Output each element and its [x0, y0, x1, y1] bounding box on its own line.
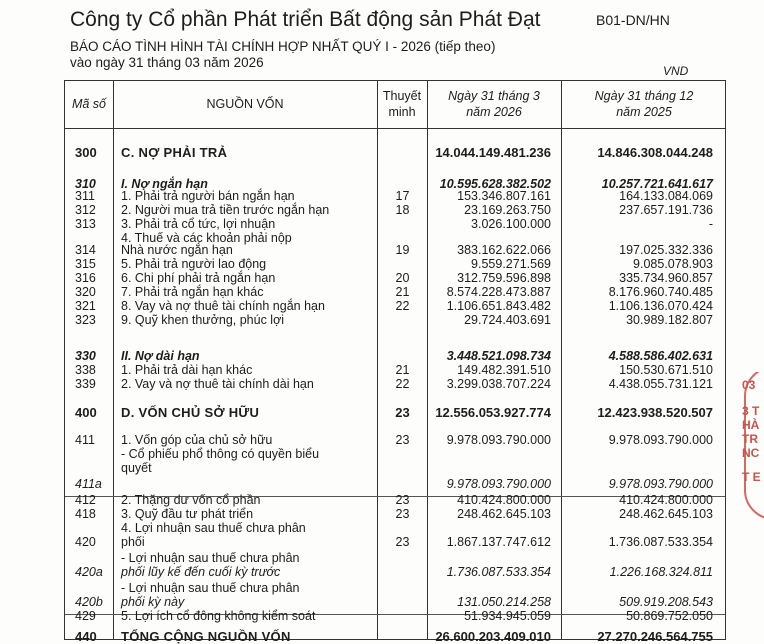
row-value-2025: 50.869.752.050	[626, 609, 713, 623]
table-row	[65, 299, 725, 314]
header-previous-2: năm 2025	[616, 105, 672, 119]
row-code: 315	[75, 257, 96, 271]
row-value-2025: 335.734.960.857	[619, 271, 713, 285]
row-code: 300	[75, 145, 97, 160]
row-name: 2. Vay và nợ thuê tài chính dài hạn	[121, 377, 314, 391]
row-value-2026: 410.424.800.000	[457, 493, 551, 507]
row-name: 6. Chi phí phải trả ngắn hạn	[121, 271, 276, 285]
row-name: - Lợi nhuận sau thuế chưa phân	[121, 551, 300, 565]
row-code: 314	[75, 243, 96, 257]
row-name: 2. Thặng dư vốn cổ phần	[121, 493, 261, 507]
row-code: 339	[75, 377, 96, 391]
row-name: 3. Phải trả cổ tức, lợi nhuận	[121, 217, 276, 231]
table-row	[65, 243, 725, 258]
row-value-2026: 9.978.093.790.000	[446, 433, 551, 447]
row-name: 5. Lợi ích cổ đông không kiểm soát	[121, 609, 316, 623]
row-value-2026: 312.759.596.898	[457, 271, 551, 285]
row-note: 22	[395, 299, 410, 313]
row-value-2026: 3.299.038.707.224	[446, 377, 551, 391]
table-row	[65, 581, 725, 596]
row-value-2025: 1.226.168.324.811	[609, 565, 713, 579]
table-row	[65, 145, 725, 160]
header-name: NGUỒN VỐN	[206, 97, 284, 111]
header-code: Mã số	[71, 97, 107, 111]
row-value-2025: 1.106.136.070.424	[608, 299, 713, 313]
row-value-2025: 14.846.308.044.248	[597, 145, 713, 160]
table-row	[65, 313, 725, 328]
table-row	[65, 377, 725, 392]
row-name: - Lợi nhuận sau thuế chưa phân	[121, 581, 300, 595]
header-note-2: minh	[388, 105, 416, 119]
row-note: 19	[395, 243, 410, 257]
row-code: 310	[75, 177, 96, 191]
row-value-2026: 23.169.263.750	[464, 203, 551, 217]
row-code: 313	[75, 217, 96, 231]
currency-unit: VND	[663, 64, 689, 78]
row-value-2026: 1.106.651.843.482	[446, 299, 551, 313]
row-name: 1. Phải trả dài hạn khác	[121, 363, 253, 377]
row-value-2026: 153.346.807.161	[457, 189, 551, 203]
header-current-2: năm 2026	[466, 105, 522, 119]
table-row	[65, 217, 725, 232]
row-value-2026: 10.595.628.382.502	[439, 177, 551, 191]
row-value-2025: 150.530.671.510	[619, 363, 713, 377]
row-name: 5. Phải trả người lao động	[121, 257, 267, 271]
form-code: B01-DN/HN	[596, 12, 670, 28]
balance-sheet-table	[64, 80, 726, 644]
row-name: phối	[121, 535, 145, 549]
table-row	[65, 189, 725, 204]
row-note: 23	[395, 433, 410, 447]
header-previous-1: Ngày 31 tháng 12	[594, 89, 694, 103]
row-code: 330	[75, 349, 96, 363]
row-code: 420b	[75, 595, 103, 609]
row-value-2025: 248.462.645.103	[619, 507, 713, 521]
row-code: 412	[75, 493, 96, 507]
table-row	[65, 349, 725, 364]
row-value-2026: 9.978.093.790.000	[446, 477, 551, 491]
row-name: 1. Vốn góp của chủ sở hữu	[121, 433, 273, 447]
row-code: 400	[75, 405, 97, 420]
row-name: - Cổ phiếu phổ thông có quyền biểu	[121, 447, 320, 461]
row-note: 20	[395, 271, 410, 285]
row-note: 21	[395, 285, 410, 299]
row-code: 420	[75, 535, 96, 549]
row-code: 316	[75, 271, 96, 285]
row-name: II. Nợ dài hạn	[121, 349, 200, 363]
row-code: 321	[75, 299, 96, 313]
red-stamp-fragment: 03 3 T HÀ TR NC T E	[738, 372, 764, 522]
company-name: Công ty Cổ phần Phát triển Bất động sản Phát Đạt	[70, 8, 541, 31]
row-note: 23	[395, 535, 410, 549]
row-value-2025: 30.989.182.807	[626, 313, 713, 327]
row-value-2025: 12.423.938.520.507	[597, 405, 713, 420]
row-code: 338	[75, 363, 96, 377]
row-code: 440	[75, 629, 97, 644]
row-value-2025: 4.438.055.731.121	[608, 377, 713, 391]
table-row	[65, 271, 725, 286]
row-value-2026: 149.482.391.510	[457, 363, 551, 377]
row-name: 3. Quỹ đầu tư phát triển	[121, 507, 254, 521]
row-name: 4. Thuế và các khoản phải nộp	[121, 231, 292, 245]
row-code: 312	[75, 203, 96, 217]
row-name: 1. Phải trả người bán ngắn hạn	[121, 189, 295, 203]
row-note: 18	[395, 203, 410, 217]
table-row	[65, 477, 725, 492]
report-date: vào ngày 31 tháng 03 năm 2026	[70, 55, 264, 70]
row-code: 418	[75, 507, 96, 521]
row-value-2025: 10.257.721.641.617	[601, 177, 713, 191]
row-value-2025: 9.978.093.790.000	[608, 433, 713, 447]
row-name: TỔNG CỘNG NGUỒN VỐN	[121, 629, 291, 644]
row-note: 17	[395, 189, 410, 203]
row-code: 311	[75, 189, 95, 203]
row-name: Nhà nước ngắn hạn	[121, 243, 233, 257]
row-value-2026: 51.934.945.059	[464, 609, 551, 623]
row-value-2025: 410.424.800.000	[619, 493, 713, 507]
table-row	[65, 257, 725, 272]
row-value-2026: 3.026.100.000	[471, 217, 551, 231]
table-row	[65, 461, 725, 476]
table-row	[65, 447, 725, 462]
row-value-2025: 509.919.208.543	[619, 595, 713, 609]
table-row	[65, 521, 725, 536]
row-value-2026: 26.600.203.409.010	[435, 629, 551, 644]
row-code: 429	[75, 609, 96, 623]
row-name: I. Nợ ngắn hạn	[121, 177, 208, 191]
row-value-2026: 14.044.149.481.236	[435, 145, 551, 160]
row-value-2026: 9.559.271.569	[471, 257, 551, 271]
table-row	[65, 565, 725, 580]
row-note: 22	[395, 377, 410, 391]
row-note: 23	[395, 507, 410, 521]
row-name: 4. Lợi nhuận sau thuế chưa phân	[121, 521, 306, 535]
row-value-2026: 131.050.214.258	[457, 595, 551, 609]
row-value-2025: 1.736.087.533.354	[608, 535, 713, 549]
header-note-1: Thuyết	[382, 89, 422, 103]
row-value-2026: 12.556.053.927.774	[435, 405, 551, 420]
row-name: phối lũy kế đến cuối kỳ trước	[121, 565, 281, 579]
table-row	[65, 609, 725, 624]
table-row	[65, 433, 725, 448]
row-value-2026: 248.462.645.103	[457, 507, 551, 521]
row-value-2026: 3.448.521.098.734	[446, 349, 551, 363]
row-value-2025: 197.025.332.336	[619, 243, 713, 257]
row-name: quyết	[121, 461, 152, 475]
row-code: 411a	[75, 477, 102, 491]
report-title: BÁO CÁO TÌNH HÌNH TÀI CHÍNH HỢP NHẤT QUÝ I - 2026 (tiếp theo)	[70, 39, 496, 54]
row-value-2025: 237.657.191.736	[619, 203, 713, 217]
header-current-1: Ngày 31 tháng 3	[448, 89, 540, 103]
row-value-2026: 383.162.622.066	[457, 243, 551, 257]
table-row	[65, 285, 725, 300]
row-value-2025: 4.588.586.402.631	[608, 349, 713, 363]
row-note: 21	[395, 363, 410, 377]
row-value-2026: 1.736.087.533.354	[446, 565, 551, 579]
row-name: phối kỳ này	[121, 595, 185, 609]
row-name: 9. Quỹ khen thưởng, phúc lợi	[121, 313, 285, 327]
row-value-2026: 8.574.228.473.887	[446, 285, 551, 299]
row-code: 320	[75, 285, 96, 299]
row-value-2025: -	[708, 217, 713, 231]
row-value-2025: 8.176.960.740.485	[608, 285, 713, 299]
row-note: 23	[395, 405, 410, 420]
table-row	[65, 203, 725, 218]
table-row	[65, 595, 725, 610]
row-code: 411	[75, 433, 95, 447]
table-row	[65, 493, 725, 508]
row-code: 323	[75, 313, 96, 327]
table-row	[65, 507, 725, 522]
row-name: 7. Phải trả ngắn hạn khác	[121, 285, 264, 299]
table-row	[65, 535, 725, 550]
table-row	[65, 363, 725, 378]
row-name: D. VỐN CHỦ SỞ HỮU	[121, 405, 260, 420]
row-note: 23	[395, 493, 410, 507]
row-code: 420a	[75, 565, 103, 579]
row-value-2026: 1.867.137.747.612	[446, 535, 551, 549]
table-row	[65, 405, 725, 420]
row-value-2026: 29.724.403.691	[464, 313, 551, 327]
row-value-2025: 9.978.093.790.000	[608, 477, 713, 491]
row-value-2025: 27.270.246.564.755	[597, 629, 713, 644]
table-row	[65, 551, 725, 566]
row-name: 8. Vay và nợ thuê tài chính ngắn hạn	[121, 299, 325, 313]
row-name: C. NỢ PHẢI TRẢ	[121, 145, 228, 160]
row-value-2025: 164.133.084.069	[619, 189, 713, 203]
row-value-2025: 9.085.078.903	[633, 257, 713, 271]
row-name: 2. Người mua trả tiền trước ngắn hạn	[121, 203, 330, 217]
